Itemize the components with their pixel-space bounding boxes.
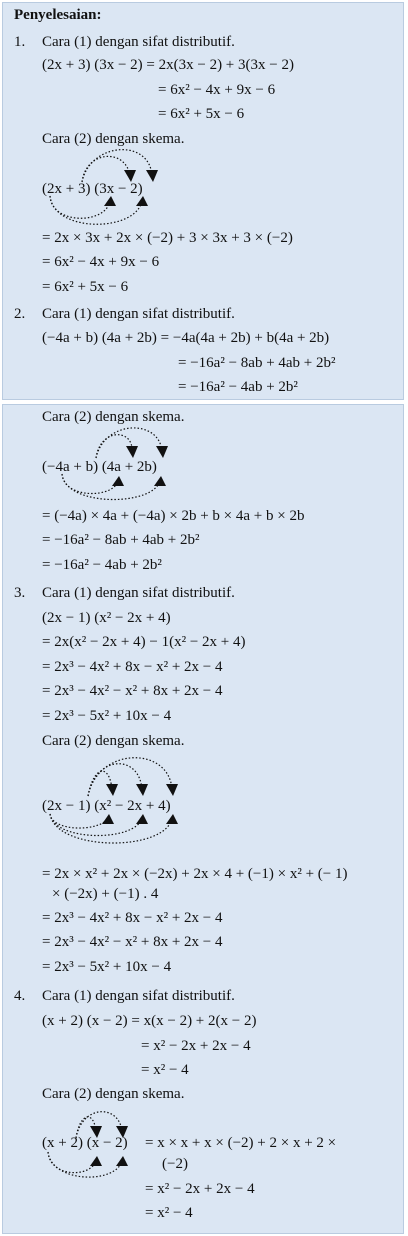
problem-3-number: 3. [14, 585, 26, 601]
problem-2-m2-line-2: = −16a² − 8ab + 4ab + 2b² [42, 532, 200, 548]
problem-1-m2-line-2: = 6x² − 4x + 9x − 6 [42, 254, 160, 270]
problem-2-scheme-expression: (−4a + b) (4a + 2b) [42, 459, 157, 475]
problem-3-m2-line-4: = 2x³ − 4x² − x² + 8x + 2x − 4 [42, 934, 223, 950]
problem-4-method2-label: Cara (2) dengan skema. [42, 1086, 185, 1102]
problem-4-m2-line-3: = x² − 2x + 2x − 4 [145, 1181, 255, 1197]
problem-1-method1-label: Cara (1) dengan sifat distributif. [42, 34, 235, 50]
problem-1-m1-line-2: = 6x² − 4x + 9x − 6 [158, 82, 276, 98]
problem-4-m2-line-2: (−2) [162, 1156, 188, 1172]
solution-heading: Penyelesaian: [14, 7, 102, 23]
problem-2-m1-line-2: = −16a² − 8ab + 4ab + 2b² [178, 355, 336, 371]
problem-3-m1-line-5: = 2x³ − 5x² + 10x − 4 [42, 708, 172, 724]
problem-3-method1-label: Cara (1) dengan sifat distributif. [42, 585, 235, 601]
problem-4-m1-line-2: = x² − 2x + 2x − 4 [141, 1038, 251, 1054]
problem-1-m2-line-3: = 6x² + 5x − 6 [42, 279, 129, 295]
problem-3-m2-line-2: × (−2x) + (−1) . 4 [52, 886, 159, 902]
problem-4-scheme-expression: (x + 2) (x − 2) [42, 1135, 128, 1151]
problem-1-m1-line-1: (2x + 3) (3x − 2) = 2x(3x − 2) + 3(3x − 2) [42, 57, 294, 73]
problem-1-scheme-expression: (2x + 3) (3x − 2) [42, 181, 143, 197]
problem-3-m1-line-4: = 2x³ − 4x² − x² + 8x + 2x − 4 [42, 683, 223, 699]
problem-2-m1-line-3: = −16a² − 4ab + 2b² [178, 379, 298, 395]
problem-3-method2-label: Cara (2) dengan skema. [42, 733, 185, 749]
problem-4-m1-line-1: (x + 2) (x − 2) = x(x − 2) + 2(x − 2) [42, 1013, 257, 1029]
problem-3-m1-line-3: = 2x³ − 4x² + 8x − x² + 2x − 4 [42, 659, 223, 675]
problem-1-method2-label: Cara (2) dengan skema. [42, 131, 185, 147]
problem-3-m2-line-1: = 2x × x² + 2x × (−2x) + 2x × 4 + (−1) × x² + (− 1) [42, 866, 348, 882]
problem-2-m2-line-3: = −16a² − 4ab + 2b² [42, 557, 162, 573]
problem-3-m2-line-5: = 2x³ − 5x² + 10x − 4 [42, 959, 172, 975]
problem-4-number: 4. [14, 988, 26, 1004]
problem-2-number: 2. [14, 306, 26, 322]
problem-2-m2-line-1: = (−4a) × 4a + (−4a) × 2b + b × 4a + b × 2b [42, 508, 305, 524]
problem-4-m2-line-4: = x² − 4 [145, 1205, 193, 1221]
problem-3-scheme-expression: (2x − 1) (x² − 2x + 4) [42, 798, 171, 814]
problem-1-m1-line-3: = 6x² + 5x − 6 [158, 106, 245, 122]
problem-2-method2-label: Cara (2) dengan skema. [42, 409, 185, 425]
problem-4-m2-line-1: = x × x + x × (−2) + 2 × x + 2 × [145, 1135, 337, 1151]
problem-3-m1-line-2: = 2x(x² − 2x + 4) − 1(x² − 2x + 4) [42, 634, 246, 650]
problem-3-m1-line-1: (2x − 1) (x² − 2x + 4) [42, 610, 171, 626]
problem-3-m2-line-3: = 2x³ − 4x² + 8x − x² + 2x − 4 [42, 910, 223, 926]
problem-2-method1-label: Cara (1) dengan sifat distributif. [42, 306, 235, 322]
problem-2-m1-line-1: (−4a + b) (4a + 2b) = −4a(4a + 2b) + b(4a + 2b) [42, 330, 330, 346]
problem-4-method1-label: Cara (1) dengan sifat distributif. [42, 988, 235, 1004]
problem-4-m1-line-3: = x² − 4 [141, 1062, 189, 1078]
problem-1-m2-line-1: = 2x × 3x + 2x × (−2) + 3 × 3x + 3 × (−2) [42, 230, 293, 246]
problem-1-number: 1. [14, 34, 26, 50]
